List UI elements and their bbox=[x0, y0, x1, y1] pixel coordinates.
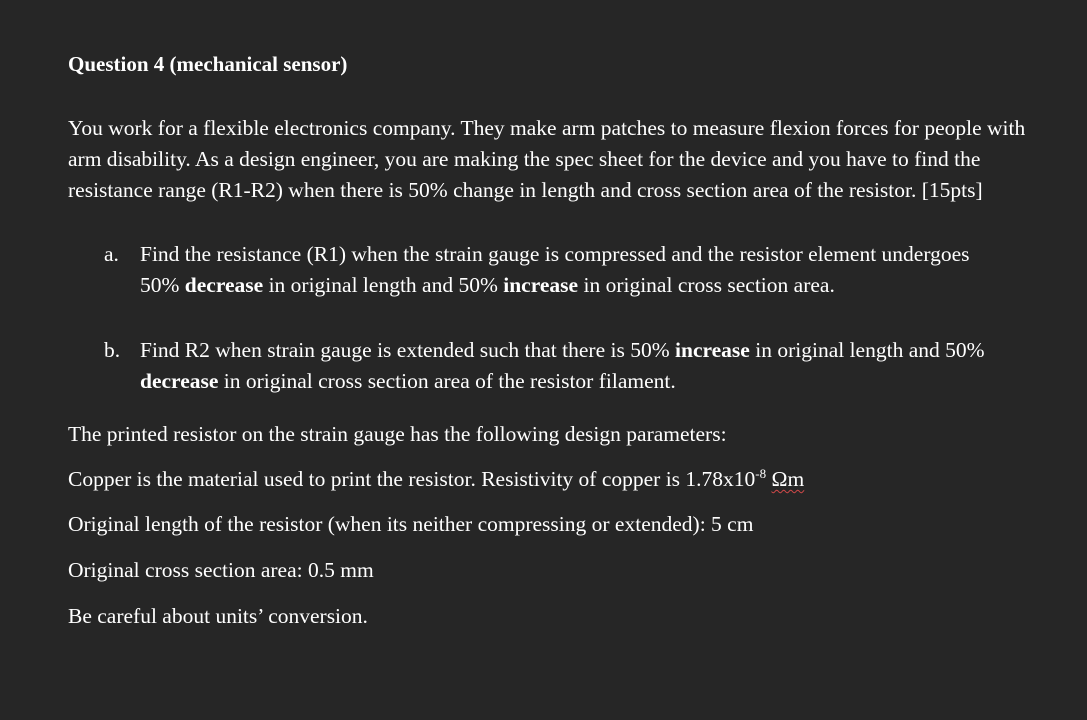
copper-resistivity-line bbox=[68, 464, 804, 495]
item-b-bold-decrease: decrease bbox=[140, 369, 219, 393]
item-a-bold-increase: increase bbox=[503, 273, 579, 297]
item-a-part2: in original length and 50% bbox=[263, 273, 504, 297]
list-text-b bbox=[140, 335, 1000, 397]
list-text-a bbox=[140, 239, 1000, 301]
item-b-bold-increase: increase bbox=[675, 338, 750, 362]
resistivity-unit: Ωm bbox=[771, 467, 805, 491]
intro-paragraph: You work for a flexible electronics company. They make arm patches to measure flexion forces for people with arm disability. As a design engineer, you are making the spec sheet for the device and you have to find the resistance range (R1-R2) when there is 50% change in length and cross section area of the resistor. [15pts] bbox=[68, 116, 1026, 202]
item-a-part3: in original cross section area. bbox=[578, 273, 835, 297]
list-marker-a: a. bbox=[104, 242, 119, 266]
resistivity-exponent: -8 bbox=[755, 466, 767, 481]
item-a-part1: Find the resistance (R1) when the strain gauge is compressed and the resistor element undergoes 50% bbox=[140, 242, 970, 297]
list-marker-b: b. bbox=[104, 338, 121, 362]
original-area-line: Original cross section area: 0.5 mm bbox=[68, 558, 374, 582]
item-a-bold-decrease: decrease bbox=[184, 273, 264, 297]
question-title: Question 4 (mechanical sensor) bbox=[68, 52, 348, 76]
item-b-part2: in original length and 50% bbox=[749, 338, 985, 362]
item-b-part1: Find R2 when strain gauge is extended such that there is 50% bbox=[140, 338, 676, 362]
copper-text: Copper is the material used to print the resistor. Resistivity of copper is 1.78x10 bbox=[68, 467, 756, 491]
original-length-line: Original length of the resistor (when its neither compressing or extended): 5 cm bbox=[68, 512, 754, 536]
params-intro: The printed resistor on the strain gauge has the following design parameters: bbox=[68, 422, 727, 446]
units-note: Be careful about units’ conversion. bbox=[68, 604, 368, 628]
item-b-part3: in original cross section area of the resistor filament. bbox=[218, 369, 676, 393]
